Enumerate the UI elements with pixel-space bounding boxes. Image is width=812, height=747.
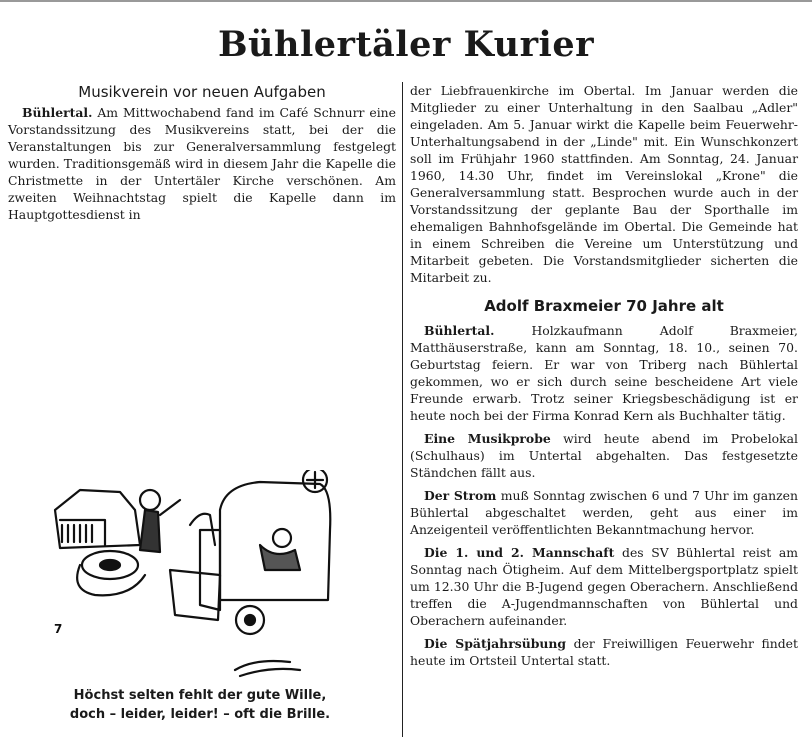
article2-text: Holzkaufmann Adolf Braxmeier, Matthäuserstraße, kann am Sonntag, 18. 10., seinen 70. Geburtstag feiern. Er war von Triberg nach Bühlertal gekommen, wo er sich durch seine bescheidene Art viele Freunde erwarb. Trotz seiner Kriegsbeschädigung ist er heute noch bei der Firma Konrad Kern als Buchhalter tätig. (410, 323, 798, 423)
brief-text: des SV Bühlertal reist am Sonntag nach Ötigheim. Auf dem Mittelbergsportplatz spielt um 12.30 Uhr die B-Jugend gegen Oberachern. Anschließend treffen die A-Jugendmannschaften von Bühlertal und Oberachern aufeinander. (410, 545, 798, 628)
top-rule (0, 0, 812, 10)
brief-text: der Freiwilligen Feuerwehr findet heute im Ortsteil Untertal statt. (410, 636, 798, 668)
cartoon-number: 7 (54, 622, 63, 636)
brief-text: muß Sonntag zwischen 6 und 7 Uhr im ganzen Bühlertal abgeschaltet werden, geht aus einer im Anzeigenteil veröffentlichten Bekanntmachung hervor. (410, 488, 798, 537)
column-divider (402, 82, 403, 737)
caption-line-1: Höchst selten fehlt der gute Wille, (73, 688, 327, 703)
brief-lead: Der Strom (424, 488, 497, 503)
column-left (8, 82, 396, 223)
brief-item (410, 544, 798, 629)
column-right (410, 82, 798, 669)
masthead: Bühlertäler Kurier (217, 24, 595, 65)
brief-item (410, 430, 798, 481)
cartoon-caption (30, 686, 370, 724)
article1-headline: Musikverein vor neuen Aufgaben (78, 83, 326, 101)
article1-body-right: der Liebfrauenkirche im Obertal. Im Januar werden die Mitglieder zu einer Unterhaltung in den Saalbau „Adler" eingeladen. Am 5. Januar wirkt die Kapelle beim Feuerwehr-Unterhaltungsabend in der „Linde" mit. Ein Wunschkonzert soll im Frühjahr 1960 stattfinden. Am Sonntag, 24. Januar 1960, 14.30 Uhr, findet im Vereinslokal „Krone" die Generalversammlung statt. Besprochen wurde auch in der Vorstandssitzung der geplante Bau der Sporthalle im ehemaligen Bahnhofsgelände im Obertal. Die Gemeinde hat in einem Schreiben die Vereine um Unterstützung und Mitarbeit gebeten. Die Vorstandsmitglieder sicherten die Mitarbeit zu. (410, 83, 798, 285)
article1-body-left (8, 104, 396, 223)
cartoon-illustration (50, 470, 340, 685)
article2-lead: Bühlertal. (424, 323, 495, 338)
brief-lead: Eine Musikprobe (424, 431, 551, 446)
article2-body (410, 322, 798, 424)
brief-item (410, 487, 798, 538)
brief-text: wird heute abend im Probelokal (Schulhaus) im Untertal abgehalten. Das festgesetzte Ständchen fällt aus. (410, 431, 798, 480)
article1-lead: Bühlertal. (22, 105, 93, 120)
brief-item (410, 635, 798, 669)
brief-lead: Die 1. und 2. Mannschaft (424, 545, 615, 560)
caption-line-2: doch – leider, leider! – oft die Brille. (69, 707, 331, 722)
article2-headline: Adolf Braxmeier 70 Jahre alt (484, 297, 724, 315)
brief-lead: Die Spätjahrsübung (424, 636, 567, 651)
article1-text-left: Am Mittwochabend fand im Café Schnurr eine Vorstandssitzung des Musikvereins statt, bei der die Veranstaltungen bis zur Generalversammlung festgelegt wurden. Traditionsgemäß wird in diesem Jahr die Kapelle die Christmette in der Untertäler Kirche verschönen. Am zweiten Weihnachtstag spielt die Kapelle dann im Hauptgottesdienst in (8, 105, 396, 222)
